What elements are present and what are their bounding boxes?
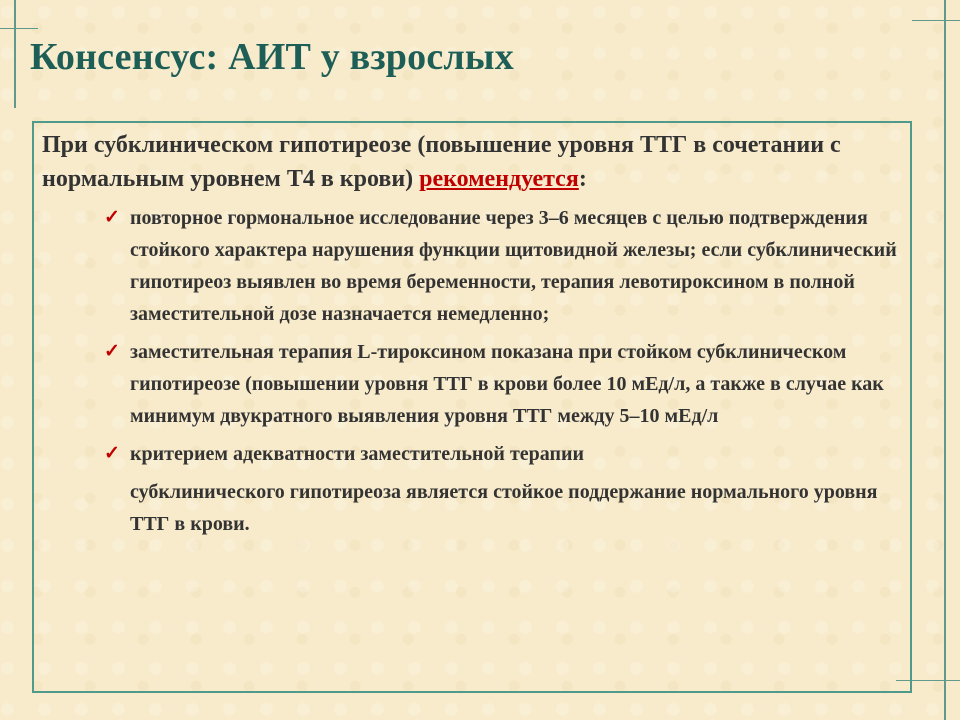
- recommend-label: рекомендуется: [419, 166, 579, 192]
- intro-text: При субклиническом гипотиреозе (повышение уровня ТТГ в сочетании с нормальным уровнем Т4 в крови): [42, 132, 841, 192]
- decor-line: [912, 20, 960, 21]
- bullet-text: заместительная терапия L-тироксином показана при стойком субклиническом гипотиреозе (повышении уровня ТТГ в крови более 10 мЕд/л, а также в случае как минимум двукратного выявления уровня ТТГ между 5–10 мЕд/л: [130, 341, 884, 427]
- bullet-text-continuation: субклинического гипотиреоза является стойкое поддержание нормального уровня ТТГ в крови.: [130, 481, 878, 535]
- decor-line: [14, 0, 16, 108]
- bullet-text: повторное гормональное исследование через 3–6 месяцев с целью подтверждения стойкого характера нарушения функции щитовидной железы; если субклинический гипотиреоз выявлен во время беременности, терапия левотироксином в полной заместительной дозе назначается немедленно;: [130, 207, 897, 325]
- check-icon: ✓: [104, 341, 120, 362]
- slide-title: Консенсус: АИТ у взрослых: [30, 36, 514, 78]
- list-item: [42, 336, 906, 432]
- check-icon: ✓: [104, 207, 120, 228]
- list-item: [42, 438, 906, 540]
- intro-paragraph: [42, 128, 906, 196]
- check-icon: ✓: [104, 443, 120, 464]
- recommend-suffix: :: [578, 166, 587, 192]
- list-item: [42, 202, 906, 330]
- decor-line: [944, 0, 946, 720]
- decor-line: [0, 28, 38, 29]
- slide-content: [42, 128, 906, 540]
- bullet-text: критерием адекватности заместительной терапии: [130, 443, 585, 465]
